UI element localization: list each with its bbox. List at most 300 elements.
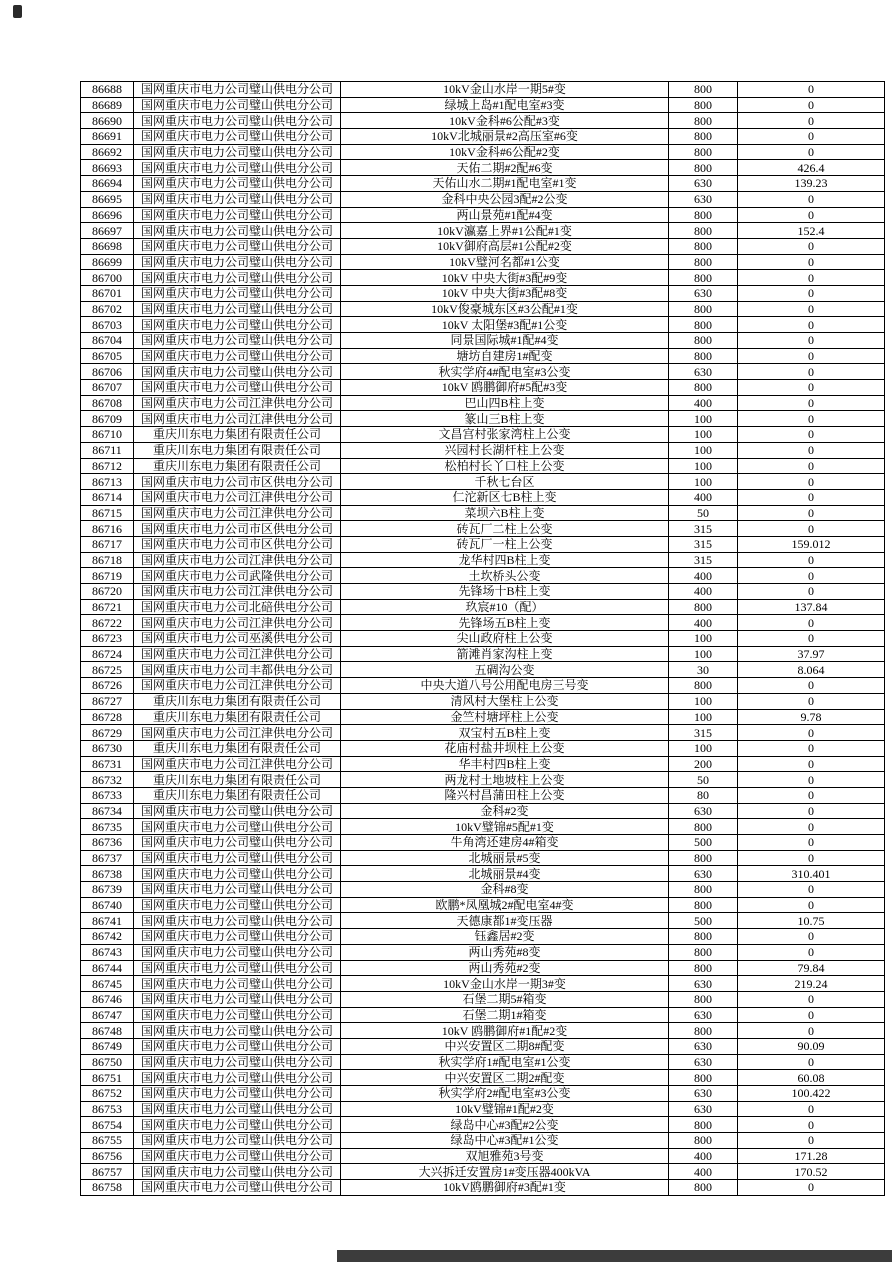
cell-value: 0: [738, 1054, 885, 1070]
cell-id: 86710: [81, 427, 134, 443]
cell-name: 箭滩肖家沟柱上变: [341, 646, 669, 662]
cell-id: 86701: [81, 285, 134, 301]
cell-capacity: 630: [669, 1038, 738, 1054]
cell-capacity: 800: [669, 929, 738, 945]
cell-capacity: 100: [669, 442, 738, 458]
cell-company: 国网重庆市电力公司璧山供电分公司: [134, 1148, 341, 1164]
table-row: [81, 646, 885, 662]
cell-value: 0: [738, 897, 885, 913]
table-row: [81, 552, 885, 568]
cell-capacity: 400: [669, 584, 738, 600]
cell-value: 0: [738, 944, 885, 960]
cell-capacity: 800: [669, 238, 738, 254]
cell-capacity: 100: [669, 458, 738, 474]
cell-id: 86702: [81, 301, 134, 317]
cell-capacity: 800: [669, 1133, 738, 1149]
cell-capacity: 200: [669, 756, 738, 772]
cell-value: 37.97: [738, 646, 885, 662]
cell-id: 86749: [81, 1038, 134, 1054]
cell-id: 86732: [81, 772, 134, 788]
cell-capacity: 800: [669, 333, 738, 349]
cell-company: 国网重庆市电力公司璧山供电分公司: [134, 960, 341, 976]
cell-company: 重庆川东电力集团有限责任公司: [134, 740, 341, 756]
cell-company: 国网重庆市电力公司江津供电分公司: [134, 678, 341, 694]
cell-company: 国网重庆市电力公司璧山供电分公司: [134, 1133, 341, 1149]
cell-id: 86719: [81, 568, 134, 584]
cell-company: 国网重庆市电力公司璧山供电分公司: [134, 991, 341, 1007]
cell-company: 国网重庆市电力公司江津供电分公司: [134, 505, 341, 521]
cell-value: 0: [738, 740, 885, 756]
cell-id: 86743: [81, 944, 134, 960]
table-row: [81, 1070, 885, 1086]
cell-value: 0: [738, 458, 885, 474]
cell-capacity: 800: [669, 113, 738, 129]
cell-capacity: 800: [669, 819, 738, 835]
cell-value: 0: [738, 584, 885, 600]
cell-company: 国网重庆市电力公司璧山供电分公司: [134, 929, 341, 945]
table-row: [81, 897, 885, 913]
cell-id: 86700: [81, 270, 134, 286]
cell-capacity: 400: [669, 1148, 738, 1164]
cell-value: 0: [738, 317, 885, 333]
table-row: [81, 1086, 885, 1102]
cell-id: 86746: [81, 991, 134, 1007]
cell-company: 重庆川东电力集团有限责任公司: [134, 787, 341, 803]
cell-value: 0: [738, 97, 885, 113]
cell-name: 秋实学府1#配电室#1公变: [341, 1054, 669, 1070]
table-row: [81, 835, 885, 851]
cell-name: 石堡二期1#箱变: [341, 1007, 669, 1023]
cell-capacity: 100: [669, 631, 738, 647]
cell-value: 0: [738, 333, 885, 349]
cell-value: 0: [738, 348, 885, 364]
cell-name: 钰鑫居#2变: [341, 929, 669, 945]
cell-name: 两山秀苑#2变: [341, 960, 669, 976]
cell-company: 国网重庆市电力公司江津供电分公司: [134, 395, 341, 411]
cell-company: 国网重庆市电力公司璧山供电分公司: [134, 835, 341, 851]
table-row: [81, 678, 885, 694]
table-row: [81, 1117, 885, 1133]
cell-id: 86721: [81, 599, 134, 615]
cell-name: 砖瓦厂一柱上公变: [341, 536, 669, 552]
cell-name: 绿城上岛#1配电室#3变: [341, 97, 669, 113]
cell-capacity: 630: [669, 1007, 738, 1023]
cell-id: 86708: [81, 395, 134, 411]
cell-company: 国网重庆市电力公司璧山供电分公司: [134, 348, 341, 364]
cell-value: 137.84: [738, 599, 885, 615]
cell-capacity: 630: [669, 1086, 738, 1102]
cell-name: 绿岛中心#3配#1公变: [341, 1133, 669, 1149]
cell-value: 0: [738, 521, 885, 537]
cell-value: 0: [738, 882, 885, 898]
cell-id: 86688: [81, 82, 134, 98]
table-row: [81, 521, 885, 537]
table-row: [81, 631, 885, 647]
cell-id: 86711: [81, 442, 134, 458]
table-row: [81, 427, 885, 443]
cell-capacity: 800: [669, 144, 738, 160]
cell-value: 139.23: [738, 176, 885, 192]
cell-company: 国网重庆市电力公司璧山供电分公司: [134, 364, 341, 380]
cell-value: 10.75: [738, 913, 885, 929]
cell-value: 0: [738, 693, 885, 709]
cell-name: 同景国际城#1配#4变: [341, 333, 669, 349]
transformer-table: [80, 81, 885, 1196]
cell-value: 0: [738, 1180, 885, 1196]
cell-id: 86737: [81, 850, 134, 866]
cell-value: 219.24: [738, 976, 885, 992]
cell-id: 86751: [81, 1070, 134, 1086]
cell-company: 国网重庆市电力公司璧山供电分公司: [134, 1038, 341, 1054]
cell-name: 10kV 中央大街#3配#8变: [341, 285, 669, 301]
cell-company: 国网重庆市电力公司璧山供电分公司: [134, 850, 341, 866]
cell-company: 重庆川东电力集团有限责任公司: [134, 427, 341, 443]
cell-name: 石堡二期5#箱变: [341, 991, 669, 1007]
cell-value: 0: [738, 850, 885, 866]
cell-id: 86714: [81, 489, 134, 505]
cell-name: 文昌宫村张家湾柱上公变: [341, 427, 669, 443]
cell-id: 86729: [81, 725, 134, 741]
cell-company: 国网重庆市电力公司璧山供电分公司: [134, 803, 341, 819]
cell-value: 310.401: [738, 866, 885, 882]
cell-capacity: 630: [669, 1101, 738, 1117]
cell-value: 0: [738, 803, 885, 819]
cell-name: 隆兴村昌蒲田柱上公变: [341, 787, 669, 803]
cell-id: 86748: [81, 1023, 134, 1039]
table-row: [81, 395, 885, 411]
cell-company: 国网重庆市电力公司璧山供电分公司: [134, 976, 341, 992]
cell-id: 86741: [81, 913, 134, 929]
cell-capacity: 800: [669, 991, 738, 1007]
cell-name: 北城丽景#5变: [341, 850, 669, 866]
cell-id: 86731: [81, 756, 134, 772]
cell-id: 86727: [81, 693, 134, 709]
cell-id: 86750: [81, 1054, 134, 1070]
cell-name: 10kV璧锦#1配#2变: [341, 1101, 669, 1117]
cell-capacity: 400: [669, 395, 738, 411]
cell-capacity: 315: [669, 552, 738, 568]
cell-value: 0: [738, 395, 885, 411]
cell-id: 86754: [81, 1117, 134, 1133]
cell-name: 花庙村盐井坝柱上公变: [341, 740, 669, 756]
table-row: [81, 819, 885, 835]
cell-id: 86694: [81, 176, 134, 192]
cell-value: 171.28: [738, 1148, 885, 1164]
table-row: [81, 254, 885, 270]
table-row: [81, 1023, 885, 1039]
cell-name: 两龙村土地坡柱上公变: [341, 772, 669, 788]
cell-company: 国网重庆市电力公司璧山供电分公司: [134, 380, 341, 396]
cell-company: 国网重庆市电力公司璧山供电分公司: [134, 238, 341, 254]
cell-company: 国网重庆市电力公司璧山供电分公司: [134, 270, 341, 286]
cell-value: 0: [738, 772, 885, 788]
cell-capacity: 800: [669, 1180, 738, 1196]
cell-company: 国网重庆市电力公司市区供电分公司: [134, 474, 341, 490]
cell-capacity: 315: [669, 536, 738, 552]
table-row: [81, 929, 885, 945]
cell-name: 10kV金科#6公配#2变: [341, 144, 669, 160]
cell-capacity: 800: [669, 1070, 738, 1086]
cell-capacity: 800: [669, 207, 738, 223]
table-row: [81, 301, 885, 317]
cell-value: 0: [738, 929, 885, 945]
cell-name: 先锋场五B柱上变: [341, 615, 669, 631]
cell-company: 国网重庆市电力公司璧山供电分公司: [134, 129, 341, 145]
cell-company: 国网重庆市电力公司璧山供电分公司: [134, 882, 341, 898]
table-row: [81, 913, 885, 929]
cell-value: 0: [738, 285, 885, 301]
cell-capacity: 800: [669, 254, 738, 270]
cell-name: 两山景苑#1配#4变: [341, 207, 669, 223]
cell-id: 86718: [81, 552, 134, 568]
cell-capacity: 800: [669, 82, 738, 98]
cell-company: 国网重庆市电力公司璧山供电分公司: [134, 82, 341, 98]
cell-id: 86707: [81, 380, 134, 396]
cell-company: 重庆川东电力集团有限责任公司: [134, 442, 341, 458]
cell-id: 86747: [81, 1007, 134, 1023]
cell-capacity: 630: [669, 191, 738, 207]
cell-capacity: 100: [669, 474, 738, 490]
cell-company: 重庆川东电力集团有限责任公司: [134, 693, 341, 709]
cell-name: 尖山政府柱上公变: [341, 631, 669, 647]
cell-capacity: 315: [669, 521, 738, 537]
cell-company: 国网重庆市电力公司江津供电分公司: [134, 646, 341, 662]
cell-id: 86730: [81, 740, 134, 756]
cell-id: 86720: [81, 584, 134, 600]
cell-id: 86740: [81, 897, 134, 913]
cell-company: 国网重庆市电力公司江津供电分公司: [134, 756, 341, 772]
cell-capacity: 400: [669, 568, 738, 584]
cell-id: 86755: [81, 1133, 134, 1149]
cell-capacity: 100: [669, 427, 738, 443]
cell-name: 双宝村五B柱上变: [341, 725, 669, 741]
cell-name: 巴山四B柱上变: [341, 395, 669, 411]
cell-name: 土坎桥头公变: [341, 568, 669, 584]
cell-name: 中兴安置区二期8#配变: [341, 1038, 669, 1054]
cell-id: 86757: [81, 1164, 134, 1180]
cell-name: 两山秀苑#8变: [341, 944, 669, 960]
table-row: [81, 709, 885, 725]
table-row: [81, 1038, 885, 1054]
cell-id: 86703: [81, 317, 134, 333]
cell-company: 国网重庆市电力公司璧山供电分公司: [134, 1164, 341, 1180]
cell-id: 86699: [81, 254, 134, 270]
cell-value: 0: [738, 191, 885, 207]
cell-company: 国网重庆市电力公司江津供电分公司: [134, 489, 341, 505]
cell-name: 清风村大堡柱上公变: [341, 693, 669, 709]
cell-name: 10kV璧锦#5配#1变: [341, 819, 669, 835]
cell-capacity: 100: [669, 646, 738, 662]
table-row: [81, 129, 885, 145]
cell-name: 松柏村长丫口柱上公变: [341, 458, 669, 474]
table-row: [81, 380, 885, 396]
cell-capacity: 800: [669, 317, 738, 333]
table-row: [81, 348, 885, 364]
cell-id: 86745: [81, 976, 134, 992]
table-row: [81, 474, 885, 490]
cell-company: 国网重庆市电力公司璧山供电分公司: [134, 1007, 341, 1023]
table-row: [81, 505, 885, 521]
cell-company: 国网重庆市电力公司璧山供电分公司: [134, 913, 341, 929]
cell-capacity: 800: [669, 850, 738, 866]
cell-id: 86726: [81, 678, 134, 694]
cell-capacity: 630: [669, 1054, 738, 1070]
cell-value: 0: [738, 364, 885, 380]
cell-value: 0: [738, 819, 885, 835]
cell-company: 国网重庆市电力公司璧山供电分公司: [134, 1054, 341, 1070]
cell-id: 86697: [81, 223, 134, 239]
cell-name: 金科中央公园3配#2公变: [341, 191, 669, 207]
table-body: [81, 82, 885, 1196]
cell-value: 0: [738, 144, 885, 160]
cell-value: 60.08: [738, 1070, 885, 1086]
cell-value: 0: [738, 489, 885, 505]
cell-name: 五碉沟公变: [341, 662, 669, 678]
cell-name: 兴园村长湖杆柱上公变: [341, 442, 669, 458]
cell-value: 0: [738, 442, 885, 458]
cell-value: 0: [738, 207, 885, 223]
table-row: [81, 458, 885, 474]
cell-value: 426.4: [738, 160, 885, 176]
cell-capacity: 800: [669, 97, 738, 113]
cell-capacity: 800: [669, 270, 738, 286]
cell-value: 0: [738, 474, 885, 490]
table-row: [81, 270, 885, 286]
cell-company: 国网重庆市电力公司璧山供电分公司: [134, 819, 341, 835]
cell-value: 0: [738, 129, 885, 145]
cell-id: 86756: [81, 1148, 134, 1164]
cell-id: 86736: [81, 835, 134, 851]
table-row: [81, 787, 885, 803]
cell-id: 86752: [81, 1086, 134, 1102]
cell-name: 牛角湾还建房4#箱变: [341, 835, 669, 851]
cell-name: 10kV御府高层#1公配#2变: [341, 238, 669, 254]
table-row: [81, 442, 885, 458]
cell-capacity: 30: [669, 662, 738, 678]
table-row: [81, 584, 885, 600]
cell-value: 0: [738, 1101, 885, 1117]
cell-value: 0: [738, 411, 885, 427]
cell-name: 天德康都1#变压器: [341, 913, 669, 929]
cell-capacity: 50: [669, 505, 738, 521]
table-row: [81, 882, 885, 898]
cell-capacity: 315: [669, 725, 738, 741]
cell-value: 0: [738, 615, 885, 631]
cell-name: 10kV金山水岸一期5#变: [341, 82, 669, 98]
cell-company: 重庆川东电力集团有限责任公司: [134, 709, 341, 725]
cell-company: 国网重庆市电力公司江津供电分公司: [134, 584, 341, 600]
cell-company: 重庆川东电力集团有限责任公司: [134, 458, 341, 474]
cell-name: 天佑二期#2配#6变: [341, 160, 669, 176]
cell-value: 100.422: [738, 1086, 885, 1102]
cell-value: 0: [738, 1133, 885, 1149]
cell-capacity: 800: [669, 223, 738, 239]
cell-id: 86712: [81, 458, 134, 474]
cell-capacity: 800: [669, 380, 738, 396]
cell-capacity: 80: [669, 787, 738, 803]
cell-company: 国网重庆市电力公司江津供电分公司: [134, 725, 341, 741]
cell-capacity: 800: [669, 599, 738, 615]
table-row: [81, 144, 885, 160]
table-row: [81, 223, 885, 239]
cell-capacity: 800: [669, 897, 738, 913]
cell-value: 0: [738, 787, 885, 803]
cell-name: 10kV 鸥鹏御府#1配#2变: [341, 1023, 669, 1039]
cell-id: 86723: [81, 631, 134, 647]
cell-company: 国网重庆市电力公司璧山供电分公司: [134, 1023, 341, 1039]
cell-company: 国网重庆市电力公司市区供电分公司: [134, 536, 341, 552]
table-row: [81, 850, 885, 866]
cell-capacity: 100: [669, 693, 738, 709]
cell-company: 国网重庆市电力公司璧山供电分公司: [134, 223, 341, 239]
table-row: [81, 238, 885, 254]
cell-capacity: 100: [669, 709, 738, 725]
cell-company: 国网重庆市电力公司璧山供电分公司: [134, 97, 341, 113]
table-row: [81, 960, 885, 976]
table-row: [81, 1007, 885, 1023]
cell-company: 国网重庆市电力公司璧山供电分公司: [134, 317, 341, 333]
table-row: [81, 1101, 885, 1117]
table-row: [81, 207, 885, 223]
cell-id: 86715: [81, 505, 134, 521]
table-row: [81, 333, 885, 349]
cell-capacity: 630: [669, 866, 738, 882]
cell-company: 国网重庆市电力公司市区供电分公司: [134, 521, 341, 537]
cell-id: 86717: [81, 536, 134, 552]
cell-value: 152.4: [738, 223, 885, 239]
cell-company: 国网重庆市电力公司璧山供电分公司: [134, 191, 341, 207]
cell-company: 国网重庆市电力公司璧山供电分公司: [134, 866, 341, 882]
cell-name: 大兴拆迁安置房1#变压器400kVA: [341, 1164, 669, 1180]
cell-id: 86713: [81, 474, 134, 490]
cell-value: 0: [738, 552, 885, 568]
cell-id: 86716: [81, 521, 134, 537]
table-row: [81, 740, 885, 756]
cell-name: 10kV 太阳堡#3配#1公变: [341, 317, 669, 333]
cell-value: 0: [738, 270, 885, 286]
table-row: [81, 285, 885, 301]
cell-company: 国网重庆市电力公司璧山供电分公司: [134, 160, 341, 176]
cell-value: 0: [738, 82, 885, 98]
cell-value: 0: [738, 301, 885, 317]
cell-company: 国网重庆市电力公司璧山供电分公司: [134, 897, 341, 913]
cell-id: 86692: [81, 144, 134, 160]
table-row: [81, 536, 885, 552]
cell-value: 0: [738, 113, 885, 129]
table-row: [81, 976, 885, 992]
cell-company: 国网重庆市电力公司璧山供电分公司: [134, 1086, 341, 1102]
cell-id: 86691: [81, 129, 134, 145]
cell-capacity: 800: [669, 301, 738, 317]
cell-name: 10kV北城丽景#2高压室#6变: [341, 129, 669, 145]
cell-name: 玖宸#10（配）: [341, 599, 669, 615]
cell-name: 绿岛中心#3配#2公变: [341, 1117, 669, 1133]
cell-company: 国网重庆市电力公司璧山供电分公司: [134, 207, 341, 223]
cell-name: 10kV俊豪城东区#3公配#1变: [341, 301, 669, 317]
table-row: [81, 944, 885, 960]
table-row: [81, 693, 885, 709]
cell-id: 86689: [81, 97, 134, 113]
cell-company: 国网重庆市电力公司璧山供电分公司: [134, 254, 341, 270]
cell-capacity: 630: [669, 976, 738, 992]
cell-company: 国网重庆市电力公司丰都供电分公司: [134, 662, 341, 678]
cell-name: 千秋七台区: [341, 474, 669, 490]
table-row: [81, 568, 885, 584]
table-row: [81, 1054, 885, 1070]
cell-id: 86733: [81, 787, 134, 803]
cell-name: 龙华村四B柱上变: [341, 552, 669, 568]
cell-value: 0: [738, 505, 885, 521]
